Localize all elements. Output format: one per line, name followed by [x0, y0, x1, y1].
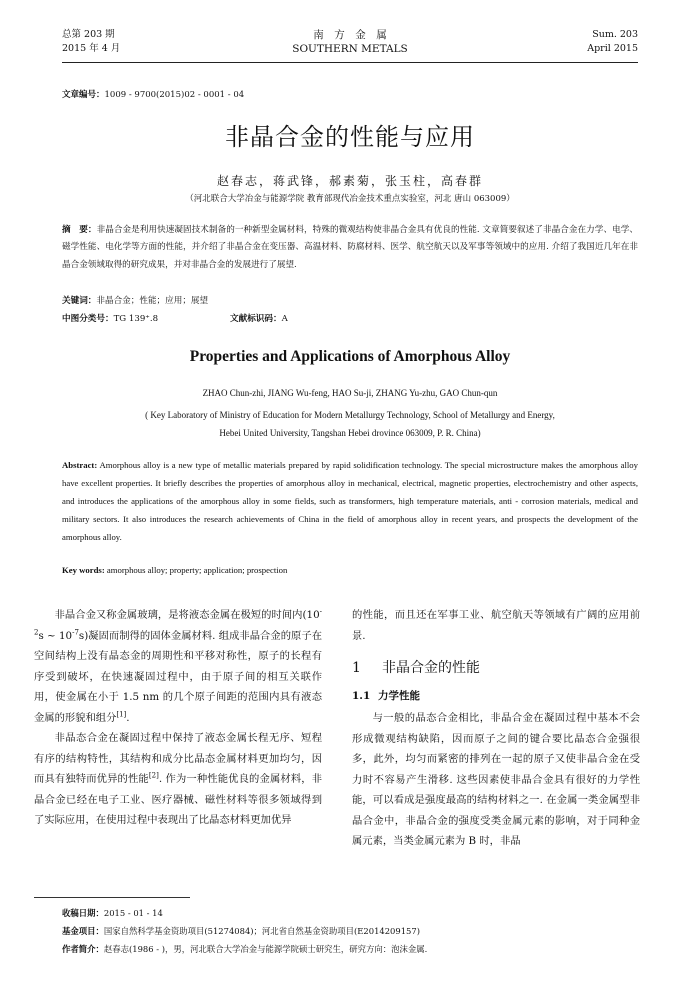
- section-number: 1: [352, 660, 361, 676]
- abstract-en-label: Abstract:: [62, 460, 98, 470]
- keywords-en-text: amorphous alloy; property; application; prospection: [106, 565, 288, 575]
- received-value: 2015 - 01 - 14: [103, 908, 163, 918]
- body-paragraph: 与一般的晶态合金相比，非晶合金在凝固过程中基本不会形成微观结构缺陷，因而原子之间的键合要比晶态合金强很多，此外，均匀而紧密的排列在一起的原子又使非晶合金在受力时不容易产生滑移. 这些因素使非晶合金具有很好的力学性能，可以看成是强度最高的结构材料之一. 在金属一类金属型非晶合金中，非晶合金的强度受类金属元素的影响，对于同种金属元素，当类金属元素为 B 时，非晶: [352, 712, 640, 847]
- fund-label: 基金项目：: [62, 926, 104, 936]
- title-cn: 非晶合金的性能与应用: [225, 123, 475, 151]
- issue-sum-en: Sum. 203: [592, 29, 638, 40]
- author-value: 赵春志(1986 - )，男，河北联合大学冶金与能源学院硕士研究生，研究方向：泡沫金属.: [103, 944, 428, 954]
- text-run: s)凝固而制得的固体金属材料. 组成非晶合金的原子在空间结构上没有晶态金的周期性和平移对称性，原子的长程有序受到破坏，在快速凝固过程中，由于原子间的相互关联作用，使金属在小于 1.5 nm 的几个原子间距的范围内具有液态金属的形貌和组分: [34, 629, 322, 724]
- keywords-cn: [62, 294, 208, 306]
- text-run: .: [126, 711, 130, 724]
- document-code: [230, 312, 288, 324]
- body-paragraph: 的性能，而且还在军事工业、航空航天等领域有广阔的应用前景.: [352, 609, 640, 642]
- footnote-rule: [34, 897, 190, 898]
- abstract-en: [62, 456, 638, 546]
- subsection-title: 力学性能: [378, 690, 420, 702]
- abstract-cn-label: 摘 要：: [62, 225, 97, 235]
- keywords-en-label: Key words:: [62, 565, 105, 575]
- classification-label: 中图分类号：: [62, 314, 114, 324]
- keywords-cn-text: 非晶合金；性能；应用；展望: [96, 296, 209, 306]
- text-run: . 作为一种性能优良的金属材料，非晶合金已经在电子工业、医疗器械、磁性材料等很多领域得到了实际应用，在使用过程中表现出了比晶态材料更加优异: [34, 773, 323, 826]
- classification-value: TG 139⁺.8: [113, 314, 159, 324]
- article-number-value: 1009 - 9700(2015)02 - 0001 - 04: [104, 90, 245, 100]
- author-label: 作者简介：: [62, 944, 104, 954]
- header-rule: [62, 62, 638, 63]
- text-run: 非晶态合金在凝固过程中保持了液态金属长程无序、短程有序的结构特性，其结构和成分比晶态金属材料更加均匀，因而具有独特而优异的性能: [34, 732, 322, 785]
- citation-ref: [2]: [148, 771, 159, 780]
- subsection-number: 1.1: [352, 690, 371, 702]
- footnote-fund: [62, 925, 420, 937]
- authors-en: ZHAO Chun-zhi, JIANG Wu-feng, HAO Su-ji, ZHANG Yu-zhu, GAO Chun-qun: [202, 388, 498, 398]
- superscript: -2: [34, 607, 322, 637]
- article-number-label: 文章编号：: [62, 90, 105, 100]
- body-column-left: [34, 605, 322, 831]
- text-run: s ~ 10: [38, 629, 73, 642]
- footnote-received: [62, 907, 163, 919]
- article-number: [62, 88, 244, 100]
- abstract-cn: [62, 222, 638, 274]
- fund-value: 国家自然科学基金资助项目(51274084)；河北省自然基金资助项目(E2014209157): [103, 926, 420, 936]
- keywords-cn-label: 关键词：: [62, 296, 97, 306]
- abstract-cn-text: 非晶合金是利用快速凝固技术制备的一种新型金属材料，特殊的微观结构使非晶合金具有优良的性能. 文章简要叙述了非晶合金在力学、电学、磁学性能、电化学等方面的性能，并介绍了非晶合金在变压器、高温材料、防腐材料、医学、航空航天以及军事等领域中的应用. 介绍了我国近几年在非晶合金领域取得的研究成果，并对非晶合金的发展进行了展望.: [62, 225, 638, 270]
- footnote-author: [62, 943, 427, 955]
- text-run: 非晶合金又称金属玻璃，是将液态金属在极短的时间内(10: [54, 609, 320, 621]
- subsection-heading: [352, 686, 640, 706]
- affiliation-en-line2: Hebei United University, Tangshan Hebei drovince 063009, P. R. China): [219, 428, 481, 438]
- classification: [62, 312, 158, 324]
- superscript: -7: [72, 628, 79, 637]
- keywords-en: [62, 565, 287, 575]
- issue-date-en: April 2015: [587, 43, 638, 54]
- authors-cn: 赵春志，蒋武锋，郝素菊，张玉柱，高春群: [216, 174, 483, 188]
- document-code-label: 文献标识码：: [230, 314, 282, 324]
- journal-name-cn: 南 方 金 属: [313, 29, 387, 41]
- affiliation-en: [0, 406, 700, 442]
- body-paragraph: [34, 728, 322, 831]
- document-code-value: A: [281, 314, 288, 324]
- issue-total: 总第 203 期: [62, 29, 115, 40]
- title-en: Properties and Applications of Amorphous Alloy: [189, 348, 511, 365]
- body-paragraph: [34, 605, 322, 728]
- section-heading: [352, 658, 640, 678]
- issue-date: 2015 年 4 月: [62, 43, 121, 54]
- affiliation-cn: （河北联合大学冶金与能源学院 教育部现代冶金技术重点实验室，河北 唐山 063009）: [185, 194, 515, 204]
- received-label: 收稿日期：: [62, 908, 104, 918]
- abstract-en-text: Amorphous alloy is a new type of metallic materials prepared by rapid solidification technology. The special microstructure makes the amorphous alloy have excellent properties. It briefly describes the properties of amorphous alloy in mechanical, electrical, magnetic properties, electrochemistry and other aspects, and introduces the applications of the amorphous alloy in some fields, such as transformers, high temperature materials, anti - corrosion materials, medical and military sectors. It also introduces the research achievements of China in the field of amorphous alloy in recent years, and prospects the development of the amorphous alloy.: [62, 460, 638, 542]
- journal-name-en: SOUTHERN METALS: [292, 43, 408, 55]
- citation-ref: [1]: [116, 710, 127, 719]
- section-title: 非晶合金的性能: [382, 660, 480, 676]
- affiliation-en-line1: ( Key Laboratory of Ministry of Education for Modern Metallurgy Technology, School of Metallurgy and Energy,: [145, 410, 555, 420]
- journal-issue-en: [587, 28, 638, 56]
- body-column-right: [352, 605, 640, 852]
